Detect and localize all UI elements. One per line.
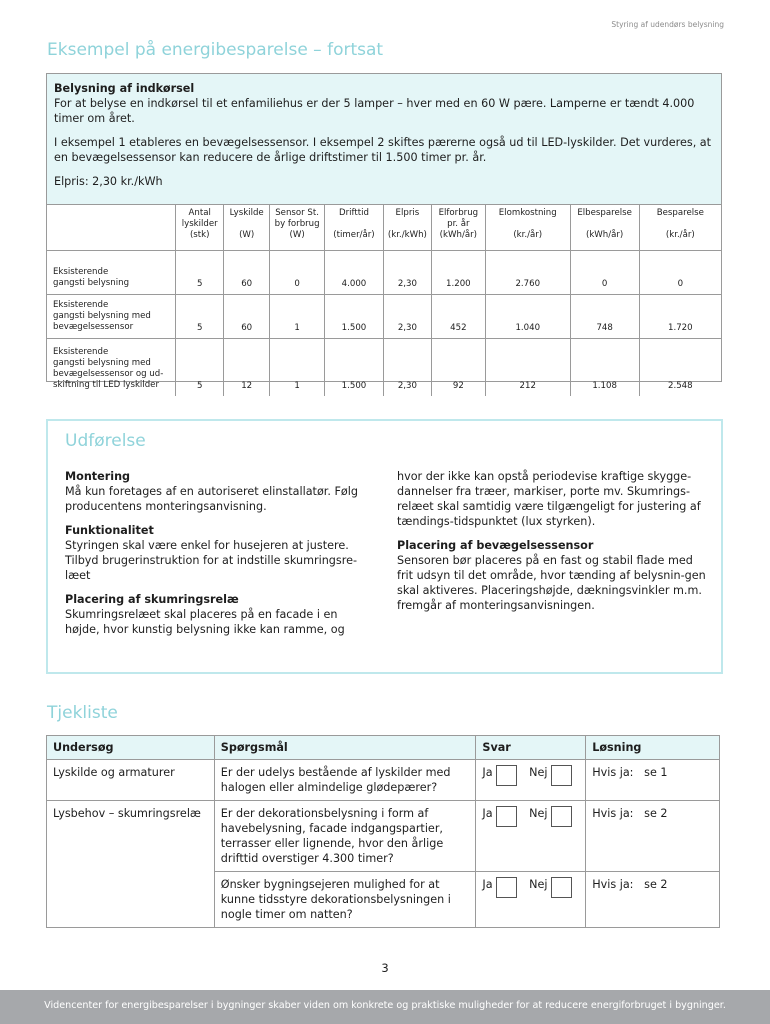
dusk-relay-text-continued: hvor der ikke kan opstå periodevise kraftige skygge-dannelser fra træer, markiser, porte mv. Skumrings-relæet skal samtidig være tilgængeligt for justering af tændings-tidspunktet (lux styrken). — [397, 470, 701, 528]
checklist-row — [47, 760, 720, 801]
table-cell: 12 — [224, 339, 270, 396]
no-label: Nej — [529, 878, 548, 891]
section-title-example: Eksempel på energibesparelse – fortsat — [47, 40, 384, 60]
checklist-row — [47, 872, 720, 928]
section-title-checklist: Tjekliste — [47, 703, 118, 723]
checklist-table — [46, 735, 720, 928]
table-cell: 1.200 — [431, 251, 485, 295]
mounting-heading: Montering — [65, 470, 131, 483]
section-title-execution: Udførelse — [65, 431, 146, 451]
savings-table-header — [47, 205, 721, 251]
table-cell: 2.760 — [485, 251, 570, 295]
column-header: Lyskilde (W) — [224, 205, 270, 251]
execution-left-column — [65, 469, 365, 646]
motion-sensor-text: Sensoren bør placeres på en fast og stabil flade med frit udsyn til det område, hvor tænding af belysnin-gen skal aktiveres. Placeringshøjde, dækningsvinkler m.m. fremgår af monteringsanvisningen. — [397, 554, 706, 612]
footer-bar — [0, 990, 770, 1024]
table-cell: 5 — [176, 295, 224, 339]
table-cell: 1.500 — [325, 339, 384, 396]
column-header: Elforbrug pr. år (kWh/år) — [431, 205, 485, 251]
functionality-text: Styringen skal være enkel for husejeren at justere. Tilbyd brugerinstruktion for at indstille skumringsre-læet — [65, 539, 357, 582]
table-cell: 92 — [431, 339, 485, 396]
checklist-subject: Lyskilde og armaturer — [47, 760, 215, 801]
checklist-header — [47, 736, 720, 760]
column-header: Sensor St. by forbrug (W) — [270, 205, 325, 251]
table-cell: 4.000 — [325, 251, 384, 295]
column-header: Svar — [476, 736, 586, 760]
checklist-row — [47, 801, 720, 872]
table-cell: 1.040 — [485, 295, 570, 339]
column-header: Elbesparelse (kWh/år) — [570, 205, 639, 251]
table-cell: 1.108 — [570, 339, 639, 396]
motion-sensor-heading: Placering af bevægelsessensor — [397, 539, 594, 552]
yes-checkbox[interactable] — [496, 877, 517, 898]
table-cell: 1.720 — [639, 295, 721, 339]
dusk-relay-text: Skumringsrelæet skal placeres på en facade i en højde, hvor kunstig belysning ikke kan ramme, og — [65, 608, 345, 636]
answer-cell — [476, 760, 586, 801]
checklist-question: Er der udelys bestående af lyskilder med halogen eller almindelige glødepærer? — [214, 760, 476, 801]
table-cell: 1 — [270, 295, 325, 339]
column-header: Besparelse (kr./år) — [639, 205, 721, 251]
table-cell: 5 — [176, 251, 224, 295]
execution-box — [46, 419, 723, 674]
yes-checkbox[interactable] — [496, 806, 517, 827]
solution-cell — [586, 760, 720, 801]
if-yes-label: Hvis ja: — [592, 807, 634, 820]
table-cell: 1 — [270, 339, 325, 396]
column-header: Løsning — [586, 736, 720, 760]
yes-checkbox[interactable] — [496, 765, 517, 786]
page-number: 3 — [381, 961, 389, 975]
intro-paragraph-1: For at belyse en indkørsel til et enfamiliehus er der 5 lamper – hver med en 60 W pære. Lamperne er tændt 4.000 timer om året. — [54, 97, 695, 125]
checklist-subject: Lysbehov – skumringsrelæ — [47, 801, 215, 872]
running-head: Styring af udendørs belysning — [611, 20, 724, 29]
column-header: Elomkostning (kr./år) — [485, 205, 570, 251]
table-row — [47, 295, 721, 339]
if-yes-label: Hvis ja: — [592, 766, 634, 779]
header-empty — [47, 205, 176, 251]
table-cell: 5 — [176, 339, 224, 396]
dusk-relay-heading: Placering af skumringsrelæ — [65, 593, 239, 606]
table-row — [47, 339, 721, 396]
example-box — [46, 73, 722, 391]
answer-cell — [476, 801, 586, 872]
no-label: Nej — [529, 766, 548, 779]
functionality-heading: Funktionalitet — [65, 524, 154, 537]
answer-cell — [476, 872, 586, 928]
solution-reference: se 1 — [644, 766, 668, 779]
row-label: Eksisterende gangsti belysning — [47, 251, 176, 295]
solution-reference: se 2 — [644, 807, 668, 820]
yes-label: Ja — [482, 766, 493, 779]
table-cell: 2,30 — [383, 295, 431, 339]
no-label: Nej — [529, 807, 548, 820]
solution-cell — [586, 872, 720, 928]
table-cell: 2,30 — [383, 339, 431, 396]
intro-electricity-price: Elpris: 2,30 kr./kWh — [54, 175, 163, 188]
column-header: Undersøg — [47, 736, 215, 760]
table-cell: 748 — [570, 295, 639, 339]
checklist-question: Er der dekorationsbelysning i form af havebelysning, facade indgangspartier, terrasser eller lignende, hvor den årlige drifttid overstiger 4.300 timer? — [214, 801, 476, 872]
footer-text: Videncenter for energibesparelser i bygninger skaber viden om konkrete og praktiske muligheder for at reducere energiforbruget i bygninger. — [44, 1000, 726, 1011]
table-cell: 60 — [224, 251, 270, 295]
yes-label: Ja — [482, 878, 493, 891]
example-intro — [47, 74, 721, 205]
checklist-question: Ønsker bygningsejeren mulighed for at kunne tidsstyre dekorationsbelysningen i nogle timer om natten? — [214, 872, 476, 928]
column-header: Spørgsmål — [214, 736, 476, 760]
if-yes-label: Hvis ja: — [592, 878, 634, 891]
table-row — [47, 251, 721, 295]
table-cell: 0 — [570, 251, 639, 295]
solution-cell — [586, 801, 720, 872]
column-header: Antal lyskilder (stk) — [176, 205, 224, 251]
no-checkbox[interactable] — [551, 806, 572, 827]
checklist-subject — [47, 872, 215, 928]
yes-label: Ja — [482, 807, 493, 820]
table-cell: 1.500 — [325, 295, 384, 339]
savings-table — [47, 205, 721, 396]
table-cell: 0 — [270, 251, 325, 295]
intro-paragraph-2: I eksempel 1 etableres en bevægelsessensor. I eksempel 2 skiftes pærerne også ud til LED-lyskilder. Det vurderes, at en bevægelsessensor kan reducere de årlige driftstimer til 1.500 timer pr. år. — [54, 136, 712, 164]
solution-reference: se 2 — [644, 878, 668, 891]
intro-heading: Belysning af indkørsel — [54, 82, 195, 95]
row-label: Eksisterende gangsti belysning med bevægelsessensor og ud- skiftning til LED lyskilder — [47, 339, 176, 396]
table-cell: 452 — [431, 295, 485, 339]
mounting-text: Må kun foretages af en autoriseret elinstallatør. Følg producentens monteringsanvisning. — [65, 485, 358, 513]
table-cell: 60 — [224, 295, 270, 339]
table-cell: 212 — [485, 339, 570, 396]
execution-right-column — [397, 469, 709, 622]
no-checkbox[interactable] — [551, 877, 572, 898]
no-checkbox[interactable] — [551, 765, 572, 786]
row-label: Eksisterende gangsti belysning med bevægelsessensor — [47, 295, 176, 339]
table-cell: 0 — [639, 251, 721, 295]
table-cell: 2,30 — [383, 251, 431, 295]
column-header: Drifttid (timer/år) — [325, 205, 384, 251]
table-cell: 2.548 — [668, 380, 693, 391]
column-header: Elpris (kr./kWh) — [383, 205, 431, 251]
